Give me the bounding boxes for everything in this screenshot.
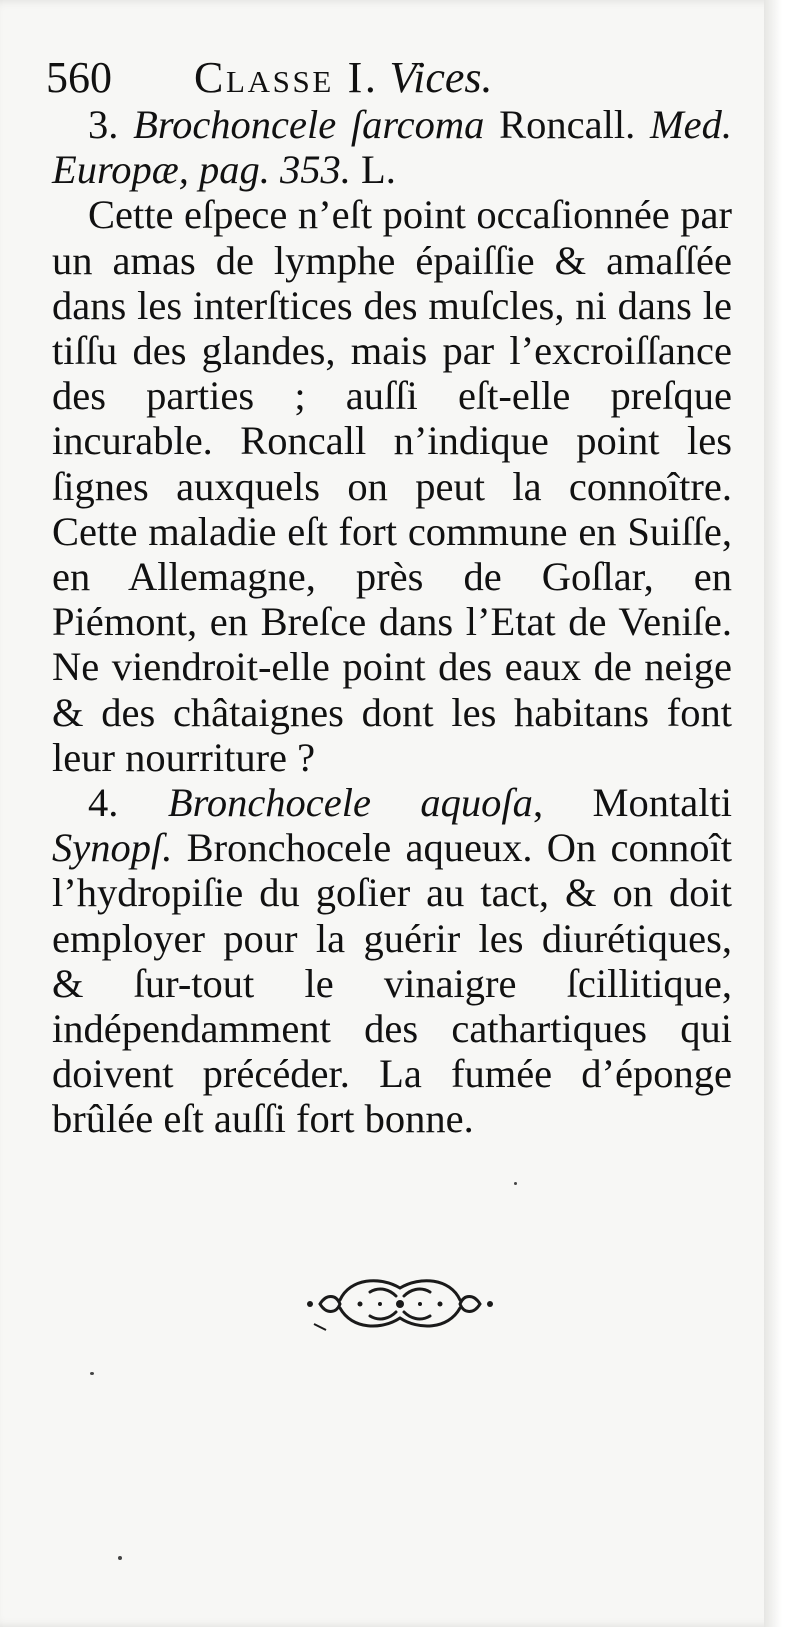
running-header	[46, 48, 746, 108]
page-number: 560	[46, 53, 112, 102]
entry-number: 4.	[88, 780, 119, 826]
entry-latin-name: Bronchocele aquoſa	[167, 780, 533, 826]
entry-heading-3	[52, 102, 732, 192]
page-text	[52, 102, 732, 1142]
entry-author: , Montalti	[532, 780, 733, 826]
ink-speck	[118, 1556, 122, 1560]
page-edge	[764, 0, 782, 1627]
entry-author: Roncall.	[499, 102, 636, 147]
running-title-classe: Classe I.	[194, 53, 379, 102]
entry-sign: L.	[350, 147, 396, 193]
ink-speck	[514, 1182, 517, 1185]
printer-ornament-icon	[300, 1268, 500, 1338]
entry-body-4: Bronchocele aqueux. On connoît l’hydropiſie du goſier au tact, & on doit employer pour la guérir les diurétiques, & ſur-tout le vinaigre ſcillitique, indépendamment des cathartiques qui doivent précéder. La fumée d’éponge brûlée eſt auſſi fort bonne.	[52, 825, 732, 1142]
ink-speck	[90, 1372, 94, 1375]
entry-number: 3.	[88, 102, 119, 147]
entry-paragraph-4	[52, 780, 732, 1142]
entry-source: Synopſ.	[52, 825, 173, 871]
running-title-section: Vices.	[389, 53, 493, 102]
entry-source: Med. Europæ	[52, 102, 733, 193]
entry-latin-name: Brochoncele ſarcoma	[133, 102, 485, 147]
entry-body-3: Cette eſpece n’eſt point occaſionnée par un amas de lymphe épaiſſie & amaſſée dans les interſtices des muſcles, ni dans le tiſſu des glandes, mais par l’excroiſſance des parties ; auſſi eſt-elle preſque incurable. Roncall n’indique point les ſignes auxquels on peut la connoître. Cette maladie eſt fort commune en Suiſſe, en Allemagne, près de Goſlar, en Piémont, en Breſce dans l’Etat de Veniſe. Ne viendroit-elle point des eaux de neige & des châtaignes dont les habitans font leur nourriture ?	[52, 192, 732, 780]
entry-reference: , pag. 353.	[178, 147, 351, 193]
